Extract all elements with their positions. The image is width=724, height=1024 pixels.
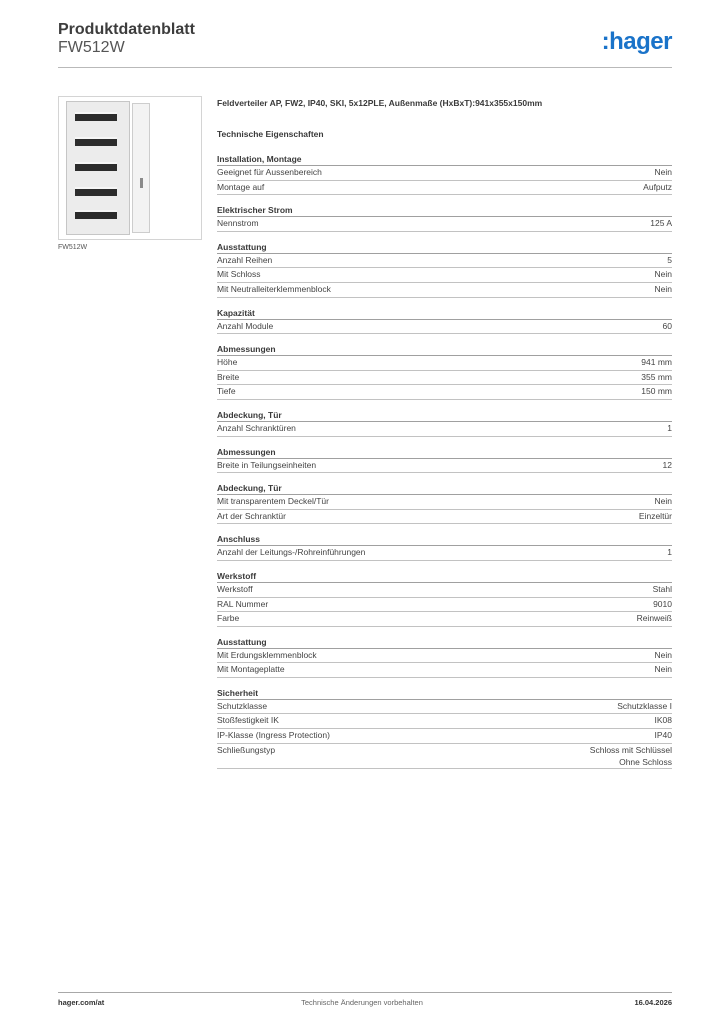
spec-label: Art der Schranktür (217, 510, 286, 521)
product-code-subtitle: FW512W (58, 39, 125, 56)
spec-value: Schutzklasse I (617, 700, 672, 711)
spec-value: Nein (654, 167, 672, 177)
spec-section (217, 482, 672, 524)
spec-section (217, 570, 672, 627)
spec-label: Schließungstyp (217, 744, 276, 755)
spec-value: 1 (667, 422, 672, 433)
spec-label: Mit Erdungsklemmenblock (217, 649, 317, 660)
spec-row (217, 268, 672, 283)
spec-value: 5 (667, 254, 672, 265)
spec-row (217, 598, 672, 613)
spec-section (217, 343, 672, 400)
spec-row (217, 371, 672, 386)
door-lock-icon (140, 178, 143, 188)
spec-label: Schutzklasse (217, 700, 268, 711)
spec-row (217, 700, 672, 715)
spec-row (217, 663, 672, 678)
spec-label: Höhe (217, 357, 238, 368)
spec-label: Werkstoff (217, 583, 253, 594)
spec-section (217, 687, 672, 769)
spec-value: 125 A (650, 218, 672, 229)
spec-value-line: Ohne Schloss (619, 756, 672, 767)
module-row (75, 187, 117, 196)
module-row (75, 112, 117, 121)
spec-row (217, 510, 672, 525)
section-heading: Abdeckung, Tür (217, 409, 672, 422)
spec-row (217, 546, 672, 561)
spec-value: IP40 (654, 730, 672, 741)
spec-row (217, 714, 672, 729)
spec-row (217, 385, 672, 400)
section-heading: Abmessungen (217, 343, 672, 356)
module-row (75, 210, 117, 219)
spec-section (217, 204, 672, 232)
section-heading: Abdeckung, Tür (217, 482, 672, 495)
spec-value: Stahl (652, 583, 672, 594)
section-heading: Werkstoff (217, 570, 672, 583)
spec-section (217, 533, 672, 561)
spec-label: Breite (217, 371, 240, 382)
spec-value: Nein (654, 269, 672, 280)
footer-divider (58, 992, 672, 993)
spec-row (217, 254, 672, 269)
spec-value: 1 (667, 547, 672, 558)
spec-row (217, 217, 672, 232)
spec-value: 150 mm (641, 386, 672, 397)
spec-row (217, 166, 672, 181)
spec-section (217, 307, 672, 335)
spec-value: Nein (654, 649, 672, 660)
spec-label: Anzahl Schranktüren (217, 422, 296, 433)
spec-section (217, 636, 672, 678)
technical-properties-heading: Technische Eigenschaften (217, 129, 324, 139)
spec-label: RAL Nummer (217, 598, 269, 609)
product-description: Feldverteiler AP, FW2, IP40, SKI, 5x12PLE, Außenmaße (HxBxT):941x355x150mm (217, 98, 543, 108)
section-heading: Sicherheit (217, 687, 672, 700)
section-heading: Ausstattung (217, 636, 672, 649)
spec-label: Mit Montageplatte (217, 664, 285, 675)
spec-label: Mit transparentem Deckel/Tür (217, 496, 329, 507)
spec-sections (217, 153, 672, 769)
spec-value: Nein (654, 496, 672, 507)
spec-value: Reinweiß (636, 613, 672, 624)
section-heading: Abmessungen (217, 446, 672, 459)
footer-date: 16.04.2026 (634, 998, 672, 1007)
spec-row (217, 495, 672, 510)
spec-label: Mit Neutralleiterklemmenblock (217, 283, 331, 294)
spec-value: Einzeltür (638, 510, 672, 521)
spec-value: 60 (662, 320, 672, 331)
spec-value: Nein (654, 283, 672, 294)
spec-row (217, 422, 672, 437)
spec-area (217, 96, 672, 778)
section-heading: Anschluss (217, 533, 672, 546)
spec-label: Geeignet für Aussenbereich (217, 167, 322, 177)
spec-label: Breite in Teilungseinheiten (217, 459, 317, 470)
module-row (75, 162, 117, 171)
hager-logo: :hager (601, 28, 672, 55)
spec-label: Nennstrom (217, 218, 259, 229)
spec-value: Aufputz (643, 181, 672, 192)
section-heading: Ausstattung (217, 241, 672, 254)
page-title: Produktdatenblatt (58, 21, 195, 38)
spec-value: Nein (654, 664, 672, 675)
spec-value: 941 mm (641, 357, 672, 368)
spec-row (217, 320, 672, 335)
product-image (58, 96, 202, 240)
spec-value: 9010 (653, 598, 672, 609)
spec-label: Tiefe (217, 386, 236, 397)
spec-section (217, 153, 672, 195)
spec-value: 355 mm (641, 371, 672, 382)
spec-row (217, 612, 672, 627)
spec-row (217, 356, 672, 371)
spec-label: Stoßfestigkeit IK (217, 715, 279, 726)
spec-section (217, 409, 672, 437)
spec-label: Montage auf (217, 181, 265, 192)
module-row (75, 137, 117, 146)
cabinet-door (132, 103, 150, 233)
footer-notice: Technische Änderungen vorbehalten (301, 998, 423, 1007)
section-heading: Installation, Montage (217, 153, 672, 166)
spec-label: Farbe (217, 613, 240, 624)
spec-section (217, 446, 672, 474)
header-divider (58, 67, 672, 68)
spec-label: Anzahl Reihen (217, 254, 273, 265)
spec-value-line: Schloss mit Schlüssel (589, 744, 672, 755)
spec-section (217, 241, 672, 298)
spec-label: IP-Klasse (Ingress Protection) (217, 730, 330, 741)
spec-row (217, 744, 672, 769)
spec-label: Anzahl Module (217, 320, 274, 331)
section-heading: Elektrischer Strom (217, 204, 672, 217)
spec-value: 12 (662, 459, 672, 470)
cabinet-body (66, 101, 130, 235)
section-heading: Kapazität (217, 307, 672, 320)
spec-row (217, 583, 672, 598)
footer-website: hager.com/at (58, 998, 105, 1007)
spec-row (217, 283, 672, 298)
spec-row (217, 459, 672, 474)
image-caption: FW512W (58, 244, 88, 251)
spec-row (217, 181, 672, 196)
spec-row (217, 729, 672, 744)
spec-label: Anzahl der Leitungs-/Rohreinführungen (217, 547, 366, 558)
spec-value (590, 744, 672, 768)
spec-label: Mit Schloss (217, 269, 261, 280)
spec-row (217, 649, 672, 664)
spec-value: IK08 (654, 715, 672, 726)
